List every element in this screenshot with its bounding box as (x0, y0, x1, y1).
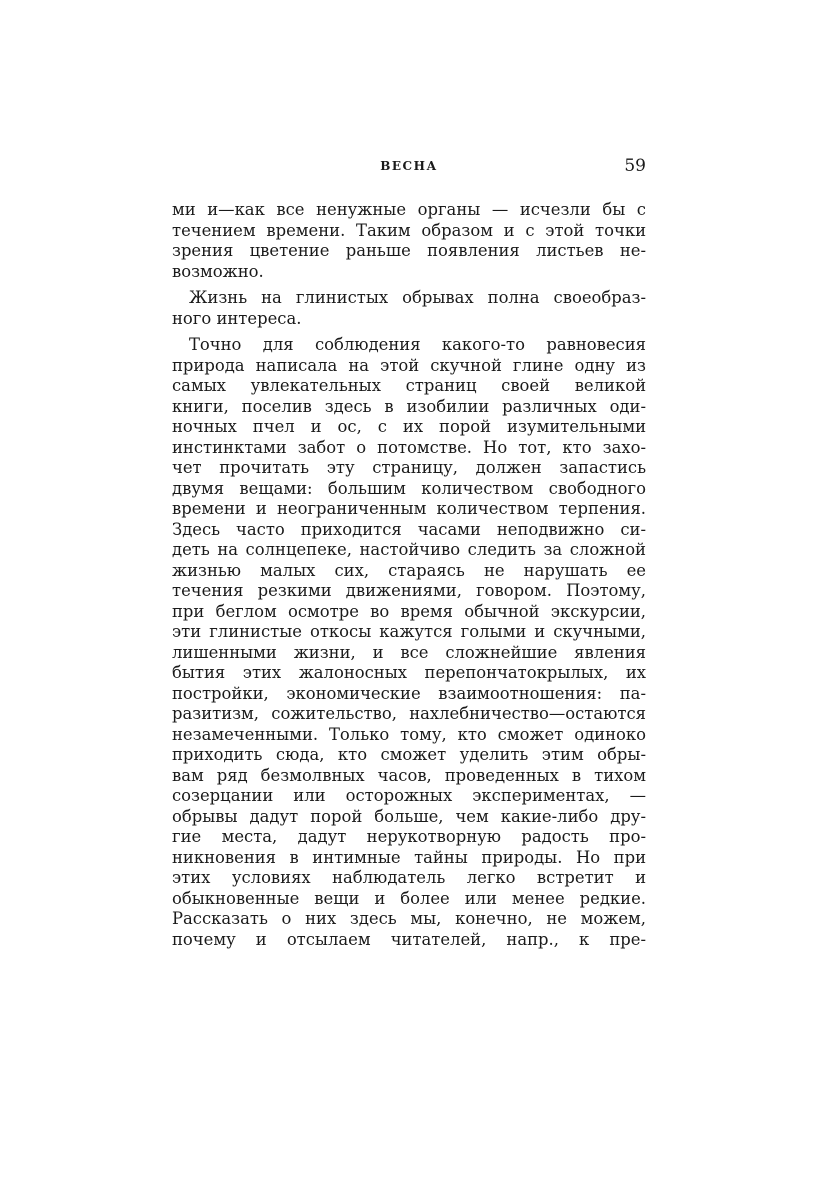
text-line: вам ряд безмолвных часов, проведенных в тихом (172, 765, 646, 785)
text-line: ного интереса. (172, 308, 302, 328)
text-line: почему и отсылаем читателей, напр., к пре- (172, 929, 646, 949)
text-line: незамеченными. Только тому, кто сможет одиноко (172, 724, 646, 744)
text-line: чет прочитать эту страницу, должен запастись (172, 458, 646, 477)
text-line: ми и—как все ненужные органы — исчезли бы с (172, 200, 646, 219)
text-line: двумя вещами: большим количеством свободного (172, 478, 646, 498)
body-text (172, 200, 646, 950)
text-line: эти глинистые откосы кажутся голыми и скучными, (172, 622, 646, 641)
text-line: постройки, экономические взаимоотношения: па- (172, 683, 646, 703)
text-line: этих условиях наблюдатель легко встретит и (172, 868, 646, 887)
text-line: созерцании или осторожных экспериментах, — (172, 786, 646, 805)
text-line: возможно. (172, 261, 264, 281)
text-line: Жизнь на глинистых обрывах полна своеобраз- (189, 288, 646, 307)
text-line: инстинктами забот о потомстве. Но тот, кто захо- (172, 437, 646, 457)
paragraph (172, 335, 646, 950)
text-line: самых увлекательных страниц своей великой (172, 376, 646, 395)
text-line: Рассказать о них здесь мы, конечно, не можем, (172, 909, 646, 928)
running-head (172, 156, 646, 180)
text-line: времени и неограниченным количеством терпения. (172, 499, 646, 518)
paragraph (172, 288, 646, 329)
text-line: обрывы дадут порой больше, чем какие-либо дру- (172, 806, 646, 826)
text-line: при беглом осмотре во время обычной экскурсии, (172, 601, 646, 621)
page-number: 59 (624, 156, 646, 176)
text-line: никновения в интимные тайны природы. Но при (172, 847, 646, 867)
text-line: обыкновенные вещи и более или менее редкие. (172, 888, 646, 908)
text-line: жизнью малых сих, стараясь не нарушать ее (172, 560, 646, 580)
text-line: бытия этих жалоносных перепончатокрылых, их (172, 663, 646, 682)
text-line: приходить сюда, кто сможет уделить этим обры- (172, 745, 646, 764)
text-line: разитизм, сожительство, нахлебничество—остаются (172, 704, 646, 723)
text-line: течения резкими движениями, говором. Поэтому, (172, 581, 646, 600)
text-line: Здесь часто приходится часами неподвижно си- (172, 519, 646, 539)
text-line: Точно для соблюдения какого-то равновесия (189, 335, 646, 354)
text-line: книги, поселив здесь в изобилии различных оди- (172, 396, 646, 416)
text-line: деть на солнцепеке, настойчиво следить за сложной (172, 540, 646, 559)
text-line: природа написала на этой скучной глине одну из (172, 355, 646, 375)
running-title: ВЕСНА (380, 159, 438, 173)
text-line: ночных пчел и ос, с их порой изумительными (172, 417, 646, 436)
text-line: течением времени. Таким образом и с этой точки (172, 220, 646, 240)
text-line: зрения цветение раньше появления листьев не- (172, 241, 646, 260)
paragraph (172, 200, 646, 282)
text-line: лишенными жизни, и все сложнейшие явления (172, 642, 646, 662)
text-line: гие места, дадут нерукотворную радость про- (172, 827, 646, 846)
